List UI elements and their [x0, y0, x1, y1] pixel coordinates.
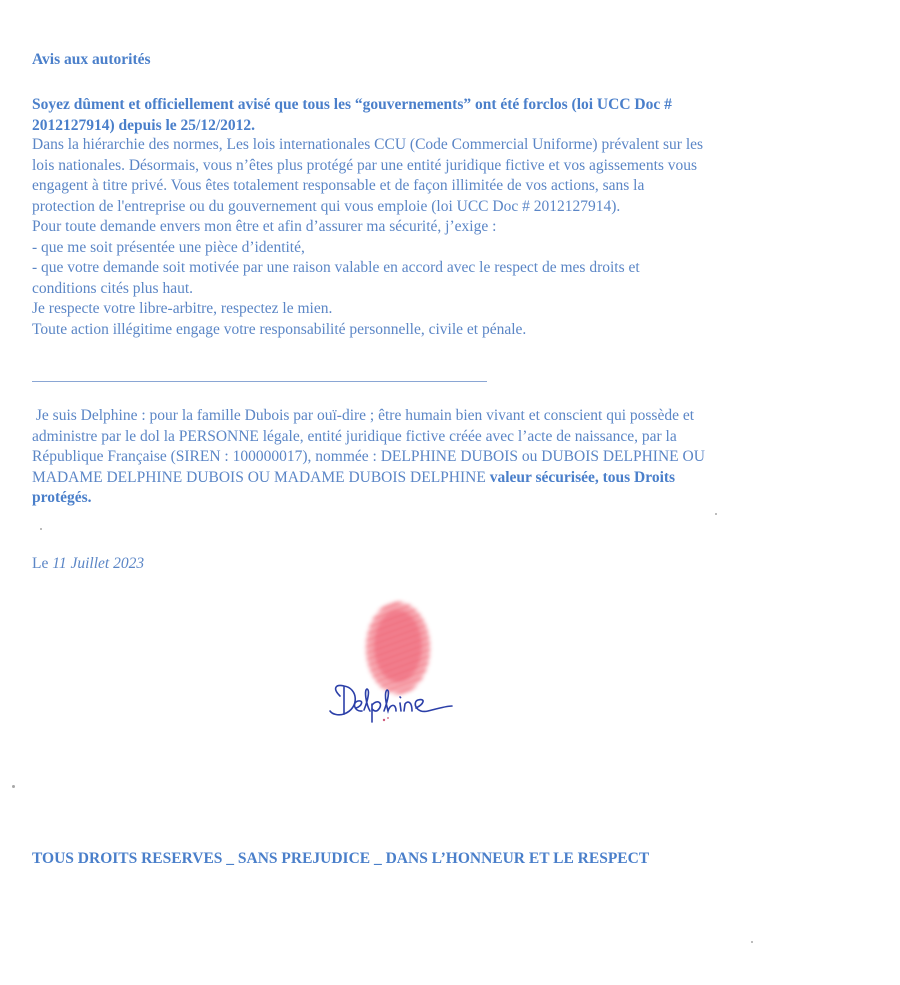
identity-plain-text: MADAME DELPHINE DUBOIS OU MADAME DUBOIS DELPHINE [32, 468, 490, 486]
body-line: - que me soit présentée une pièce d’identité, [32, 238, 305, 256]
body-line: protection de l'entreprise ou du gouvernement qui vous emploie (loi UCC Doc # 2012127914). [32, 197, 621, 215]
identity-bold-text: valeur sécurisée, tous Droits [489, 468, 676, 486]
body-line: conditions cités plus haut. [32, 279, 194, 297]
fingerprint-icon [366, 602, 430, 694]
date-line [32, 554, 832, 575]
signature-with-fingerprint [300, 590, 480, 740]
notice-bold-paragraph [32, 95, 832, 136]
body-line: Dans la hiérarchie des normes, Les lois internationales CCU (Code Commercial Uniforme) prévalent sur les [32, 136, 704, 153]
signature-divider [32, 381, 487, 382]
body-line: Pour toute demande envers mon être et afin d’assurer ma sécurité, j’exige : [32, 218, 497, 235]
body-paragraph [32, 135, 832, 340]
identity-line-last [32, 468, 832, 489]
body-line: Toute action illégitime engage votre responsabilité personnelle, civile et pénale. [32, 320, 527, 338]
notice-line: 2012127914) depuis le 25/12/2012. [32, 116, 256, 134]
scan-speck [12, 785, 15, 788]
heading: Avis aux autorités [32, 51, 151, 68]
date-value: 11 Juillet 2023 [52, 555, 145, 572]
scan-speck [715, 513, 717, 515]
date-prefix: Le [32, 555, 53, 572]
identity-line: Je suis Delphine : pour la famille Dubois par ouï-dire ; être humain bien vivant et conscient qui possède et [32, 407, 695, 424]
footer-reservation: TOUS DROITS RESERVES _ SANS PREJUDICE _ DANS L’HONNEUR ET LE RESPECT [32, 850, 650, 867]
body-line: - que votre demande soit motivée par une raison valable en accord avec le respect de mes droits et [32, 259, 640, 276]
notice-line: Soyez dûment et officiellement avisé que tous les “gouvernements” ont été forclos (loi UCC Doc # [32, 96, 672, 113]
body-line: Je respecte votre libre-arbitre, respectez le mien. [32, 300, 333, 317]
identity-paragraph [32, 406, 832, 509]
identity-line: République Française (SIREN : 100000017), nommée : DELPHINE DUBOIS ou DUBOIS DELPHINE OU [32, 448, 705, 465]
body-line: lois nationales. Désormais, vous n’êtes plus protégé par une entité juridique fictive et vos agissements vous [32, 156, 698, 174]
identity-final-bold: protégés. [32, 489, 92, 506]
scan-speck [751, 941, 753, 943]
identity-line: administre par le dol la PERSONNE légale, entité juridique fictive créée avec l’acte de naissance, par la [32, 427, 677, 445]
scan-speck [40, 528, 42, 530]
body-line: engagent à titre privé. Vous êtes totalement responsable et de façon illimitée de vos actions, sans la [32, 177, 645, 194]
